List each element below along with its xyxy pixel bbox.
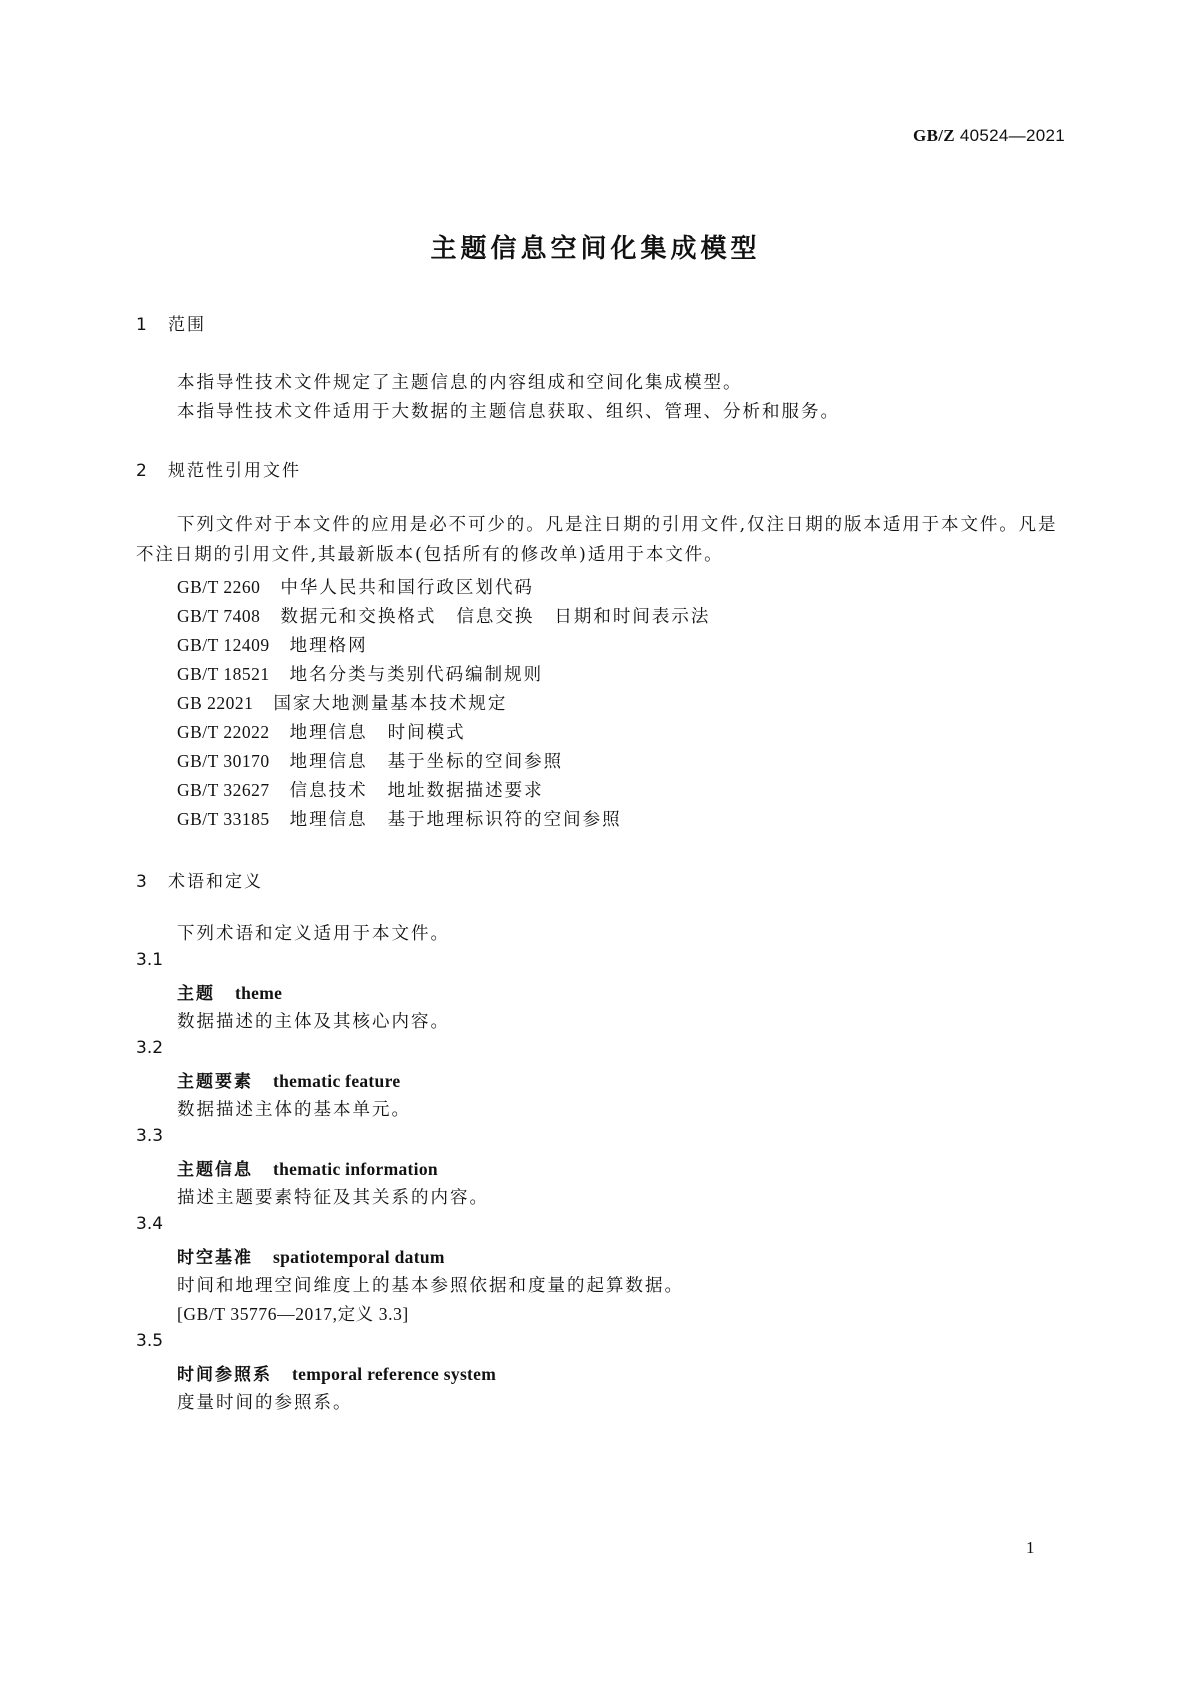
reference-code: GB/T 33185 (177, 809, 270, 829)
reference-code: GB/T 18521 (177, 664, 270, 684)
term-definition: 数据描述主体的基本单元。 (177, 1100, 411, 1120)
term-zh: 主题 (177, 984, 215, 1004)
term-zh: 时空基准 (177, 1248, 253, 1268)
reference-subtitle-2: 日期和时间表示法 (554, 607, 711, 627)
reference-title: 地理信息 (289, 723, 368, 743)
reference-code: GB/T 12409 (177, 635, 270, 655)
reference-title: 数据元和交换格式 (280, 607, 437, 627)
reference-subtitle: 信息交换 (456, 607, 535, 627)
standard-prefix: GB/Z (913, 126, 955, 145)
section-2-heading (136, 456, 301, 481)
terms-intro: 下列术语和定义适用于本文件。 (177, 924, 450, 944)
term-number: 3.2 (136, 1038, 164, 1058)
section-title: 规范性引用文件 (168, 461, 301, 481)
term-en: theme (235, 983, 283, 1003)
reference-item (177, 574, 534, 599)
reference-item (177, 806, 622, 831)
term-number: 3.1 (136, 950, 164, 970)
section-title: 范围 (168, 315, 206, 335)
term-number: 3.3 (136, 1126, 164, 1146)
section-3-heading (136, 867, 263, 892)
reference-item (177, 632, 368, 657)
page-number: 1 (1026, 1538, 1035, 1557)
term-zh: 时间参照系 (177, 1365, 272, 1385)
term-zh: 主题要素 (177, 1072, 253, 1092)
reference-code: GB/T 30170 (177, 751, 270, 771)
term-name (177, 1243, 445, 1268)
reference-subtitle: 基于地理标识符的空间参照 (387, 810, 622, 830)
standard-code (913, 126, 1065, 146)
term-en: temporal reference system (292, 1364, 497, 1384)
scope-paragraph-1: 本指导性技术文件规定了主题信息的内容组成和空间化集成模型。 (177, 373, 743, 393)
reference-title: 国家大地测量基本技术规定 (273, 694, 508, 714)
reference-title: 地名分类与类别代码编制规则 (289, 665, 544, 685)
section-number: 2 (136, 461, 149, 481)
standard-number: 40524—2021 (959, 126, 1065, 145)
term-definition: 描述主题要素特征及其关系的内容。 (177, 1188, 489, 1208)
term-zh: 主题信息 (177, 1160, 253, 1180)
term-source: [GB/T 35776—2017,定义 3.3] (177, 1304, 409, 1324)
document-title: 主题信息空间化集成模型 (430, 234, 761, 264)
reference-item (177, 690, 507, 715)
term-en: thematic information (273, 1159, 438, 1179)
reference-item (177, 748, 563, 773)
reference-subtitle: 时间模式 (387, 723, 466, 743)
section-title: 术语和定义 (168, 872, 263, 892)
reference-title: 地理格网 (289, 636, 368, 656)
term-definition: 度量时间的参照系。 (177, 1393, 353, 1413)
term-en: thematic feature (273, 1071, 401, 1091)
term-definition: 数据描述的主体及其核心内容。 (177, 1012, 450, 1032)
reference-subtitle: 地址数据描述要求 (387, 781, 544, 801)
normative-references-intro: 下列文件对于本文件的应用是必不可少的。凡是注日期的引用文件,仅注日期的版本适用于本文件。凡是不注日期的引用文件,其最新版本(包括所有的修改单)适用于本文件。 (136, 515, 1058, 565)
term-definition: 时间和地理空间维度上的基本参照依据和度量的起算数据。 (177, 1276, 684, 1296)
section-number: 1 (136, 315, 149, 335)
reference-item (177, 777, 544, 802)
term-number: 3.5 (136, 1331, 164, 1351)
reference-code: GB 22021 (177, 693, 254, 713)
term-name (177, 1067, 400, 1092)
reference-subtitle: 基于坐标的空间参照 (387, 752, 564, 772)
reference-item (177, 719, 466, 744)
term-name (177, 1155, 438, 1180)
term-name (177, 1360, 496, 1385)
reference-code: GB/T 7408 (177, 606, 261, 626)
section-1-heading (136, 310, 206, 335)
term-number: 3.4 (136, 1214, 164, 1234)
term-name (177, 979, 282, 1004)
scope-paragraph-2: 本指导性技术文件适用于大数据的主题信息获取、组织、管理、分析和服务。 (177, 402, 840, 422)
reference-title: 地理信息 (289, 752, 368, 772)
term-en: spatiotemporal datum (273, 1247, 445, 1267)
reference-code: GB/T 32627 (177, 780, 270, 800)
reference-code: GB/T 2260 (177, 577, 261, 597)
reference-item (177, 603, 710, 628)
reference-title: 中华人民共和国行政区划代码 (280, 578, 534, 598)
reference-item (177, 661, 543, 686)
reference-title: 地理信息 (289, 810, 368, 830)
reference-title: 信息技术 (289, 781, 368, 801)
reference-code: GB/T 22022 (177, 722, 270, 742)
section-number: 3 (136, 872, 149, 892)
